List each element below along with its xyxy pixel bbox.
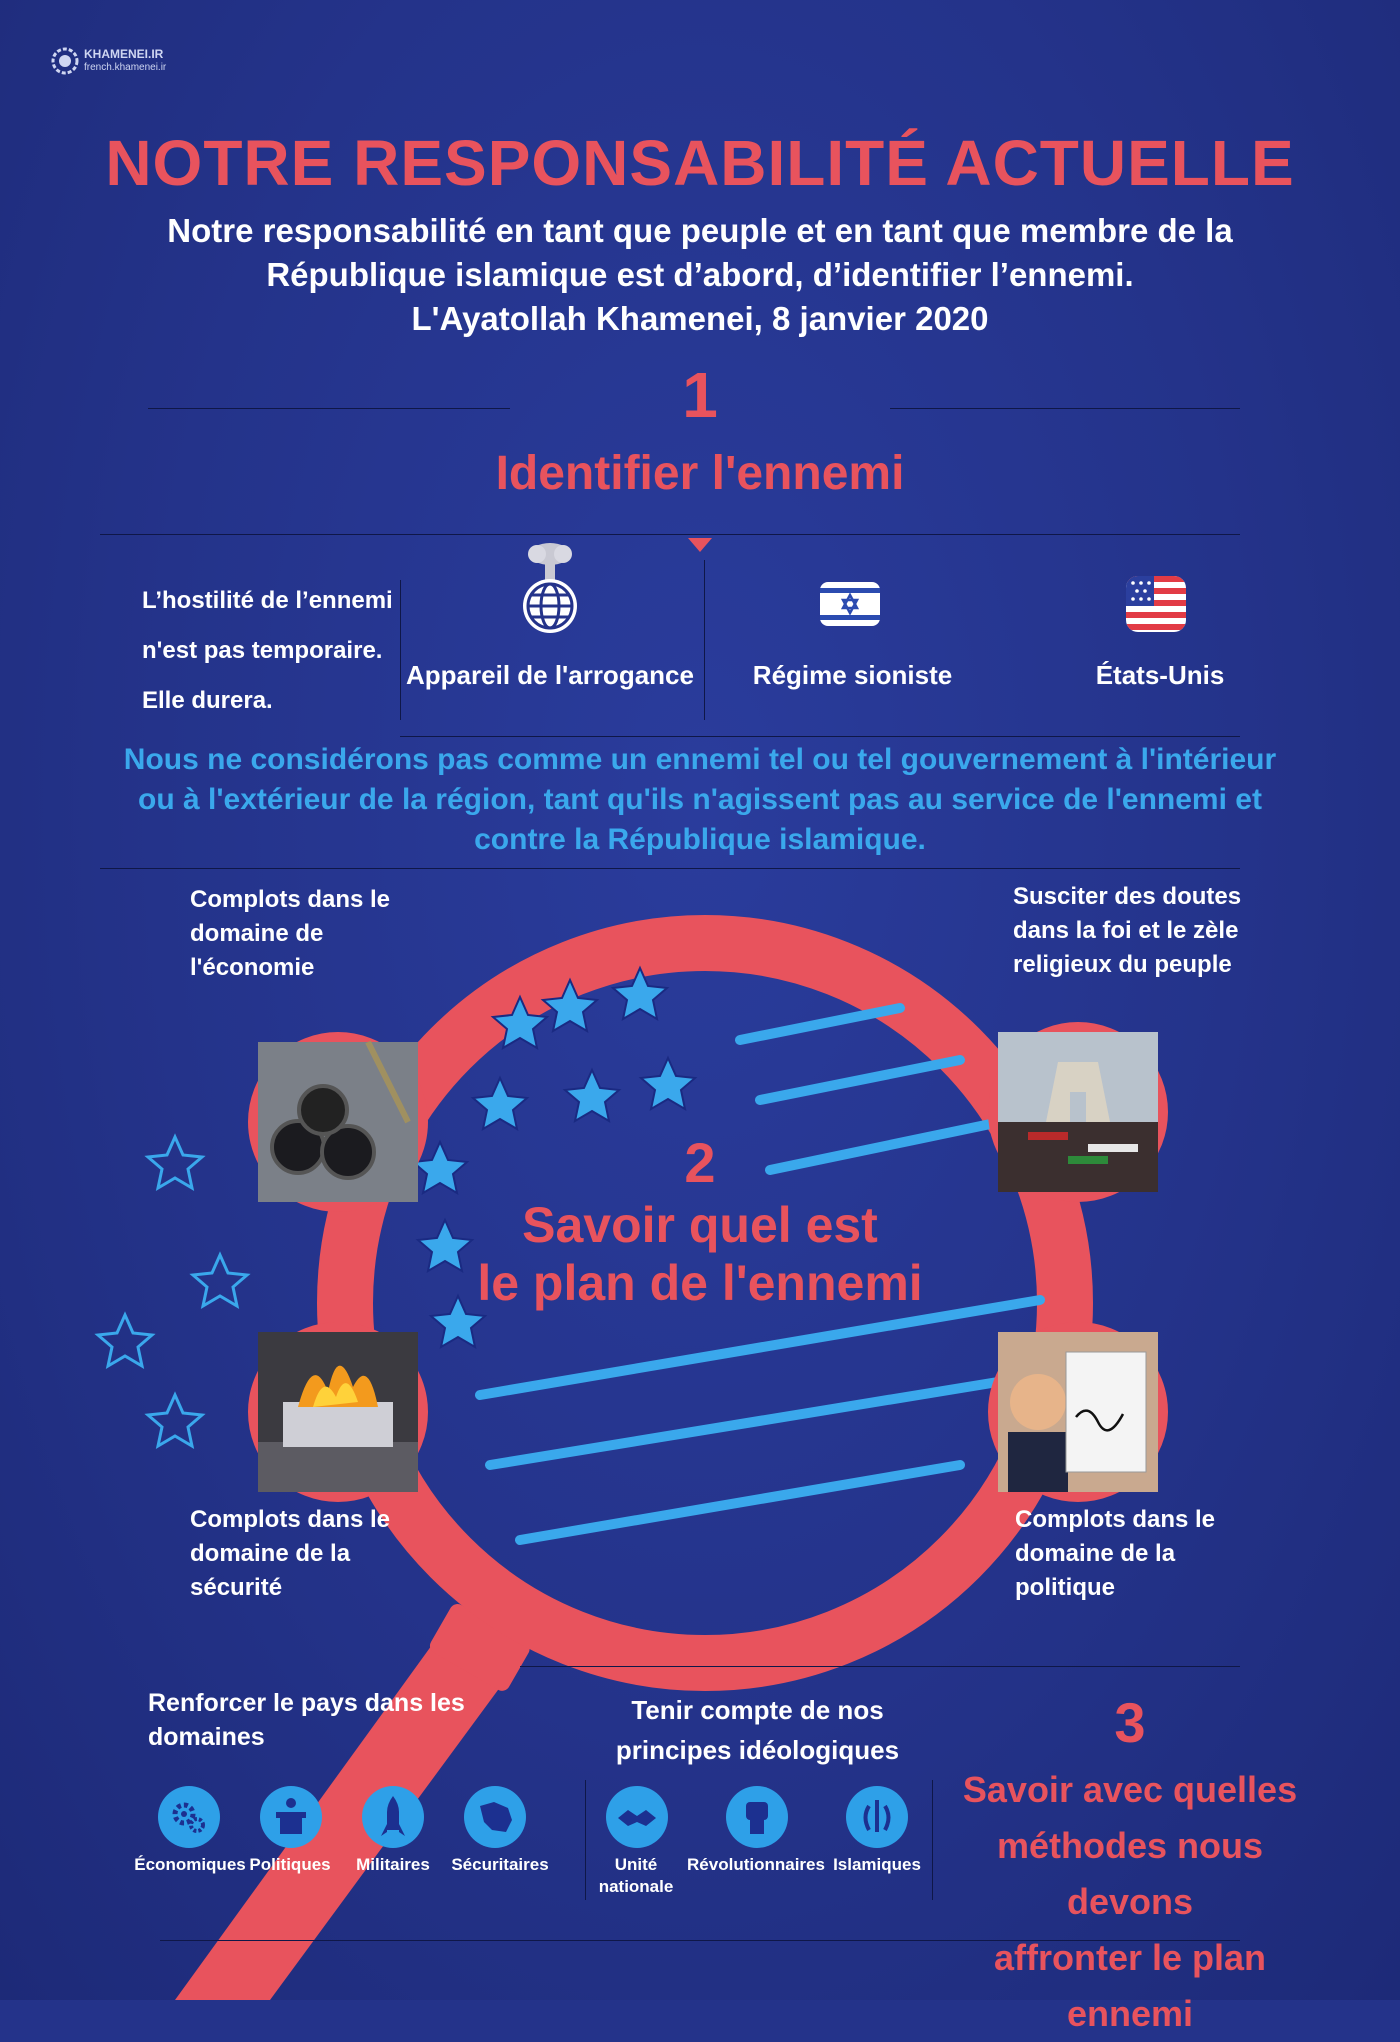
crowd-tower-image: [998, 1032, 1158, 1192]
divider: [400, 736, 1240, 737]
decorative-outline-stars: [98, 1137, 247, 1446]
pipes-crane-image: [258, 1042, 418, 1202]
plot-politics-line: politique: [1015, 1574, 1115, 1601]
economy-photo: [248, 1032, 428, 1212]
enemy-note-line: n'est pas temporaire.: [142, 637, 383, 664]
plot-security: [190, 1503, 410, 1605]
enemy-note: [142, 576, 402, 726]
unity-label: [586, 1854, 686, 1898]
revolutionary-label: Révolutionnaires: [687, 1855, 825, 1874]
enemy-note-line: L’hostilité de l’ennemi: [142, 587, 393, 614]
plot-faith-line: religieux du peuple: [1013, 951, 1232, 978]
principles-heading-line: principes idéologiques: [615, 1735, 900, 1765]
enemy-note-line: Elle durera.: [142, 687, 273, 714]
page-title: NOTRE RESPONSABILITÉ ACTUELLE: [105, 127, 1295, 199]
plot-politics-line: domaine de la: [1015, 1540, 1176, 1567]
divider: [520, 1666, 1240, 1667]
israel-flag-icon: [818, 580, 882, 628]
section-1-title: Identifier l'ennemi: [495, 447, 905, 500]
statement-line: ou à l'extérieur de la région, tant qu'ils n'agissent pas au service de l'ennemi et: [138, 783, 1262, 816]
quote-attribution: L'Ayatollah Khamenei, 8 janvier 2020: [411, 300, 989, 337]
politics-item: [260, 1786, 322, 1848]
military-item: [362, 1786, 424, 1848]
faith-photo: [988, 1022, 1168, 1202]
plot-economy-line: Complots dans le: [190, 886, 391, 913]
logo: [50, 42, 250, 82]
section-3-title-line: affronter le plan ennemi: [993, 1937, 1267, 2034]
politics-photo: [988, 1322, 1168, 1502]
islamic-label: Islamiques: [833, 1855, 921, 1874]
statement-line: Nous ne considérons pas comme un ennemi tel ou tel gouvernement à l'intérieur: [123, 743, 1277, 776]
revolutionary-item: [726, 1786, 788, 1848]
handshake-icon: [606, 1786, 668, 1848]
plot-faith: [1013, 880, 1273, 982]
column-divider: [400, 580, 401, 720]
enemy-label-arrogance: Appareil de l'arrogance: [406, 660, 694, 690]
divider: [100, 534, 1240, 535]
statement: [100, 740, 1300, 860]
section-2-title-line: le plan de l'ennemi: [477, 1255, 923, 1311]
plot-faith-line: dans la foi et le zèle: [1013, 917, 1239, 944]
missile-icon: [362, 1786, 424, 1848]
islamic-item: [846, 1786, 908, 1848]
plot-security-line: domaine de la: [190, 1540, 351, 1567]
pointer-triangle: [688, 538, 712, 552]
globe-mushroom-cloud-icon: [515, 540, 585, 640]
divider: [890, 408, 1240, 409]
section-1-number: 1: [682, 359, 718, 431]
iran-map-icon: [464, 1786, 526, 1848]
plot-economy-line: l'économie: [190, 954, 315, 981]
politics-label: Politiques: [249, 1855, 331, 1874]
unity-label-line: nationale: [598, 1877, 674, 1896]
principles-heading: [585, 1690, 930, 1770]
military-label: Militaires: [356, 1855, 430, 1874]
plot-economy: [190, 883, 410, 985]
principles-heading-line: Tenir compte de nos: [631, 1695, 884, 1725]
economy-label: Économiques: [134, 1855, 246, 1874]
usa-flag-icon: [1124, 574, 1188, 634]
section-2-title-line: Savoir quel est: [522, 1197, 878, 1253]
plot-faith-line: Susciter des doutes: [1013, 883, 1242, 910]
iran-emblem-icon: [846, 1786, 908, 1848]
plot-security-line: Complots dans le: [190, 1506, 391, 1533]
security-photo: [248, 1322, 428, 1502]
section-3-number: 3: [1114, 1691, 1146, 1754]
statement-line: contre la République islamique.: [474, 823, 926, 856]
strengthen-heading: Renforcer le pays dans les domaines: [148, 1689, 465, 1751]
plot-politics-line: Complots dans le: [1015, 1506, 1216, 1533]
security-item: [464, 1786, 526, 1848]
plot-politics: [1015, 1503, 1235, 1605]
logo-name: KHAMENEI.IR: [84, 47, 164, 61]
economy-item: [158, 1786, 220, 1848]
enemy-label-usa: États-Unis: [1095, 660, 1225, 690]
column-divider: [704, 560, 705, 720]
gears-icon: [158, 1786, 220, 1848]
burning-vehicle-image: [258, 1332, 418, 1492]
logo-url: french.khamenei.ir: [84, 62, 167, 73]
section-3-title-line: Savoir avec quelles: [962, 1769, 1298, 1810]
enemy-label-zionist-regime: Régime sioniste: [752, 660, 953, 690]
section-2-number: 2: [684, 1131, 716, 1194]
quote-line-1: Notre responsabilité en tant que peuple et en tant que membre de la: [167, 212, 1233, 249]
section-3-title: [930, 1762, 1330, 2042]
quote-line-2: République islamique est d’abord, d’identifier l’ennemi.: [266, 256, 1134, 293]
unity-label-line: Unité: [614, 1855, 658, 1874]
security-label: Sécuritaires: [451, 1855, 549, 1874]
plot-security-line: sécurité: [190, 1574, 283, 1601]
podium-icon: [260, 1786, 322, 1848]
section-3-title-line: méthodes nous devons: [996, 1825, 1264, 1922]
section-2-title: [420, 1196, 980, 1312]
plot-economy-line: domaine de: [190, 920, 324, 947]
signed-document-image: [998, 1332, 1158, 1492]
fist-icon: [726, 1786, 788, 1848]
khamenei-logo-icon: [50, 46, 80, 76]
divider: [148, 408, 510, 409]
unity-item: [606, 1786, 668, 1848]
